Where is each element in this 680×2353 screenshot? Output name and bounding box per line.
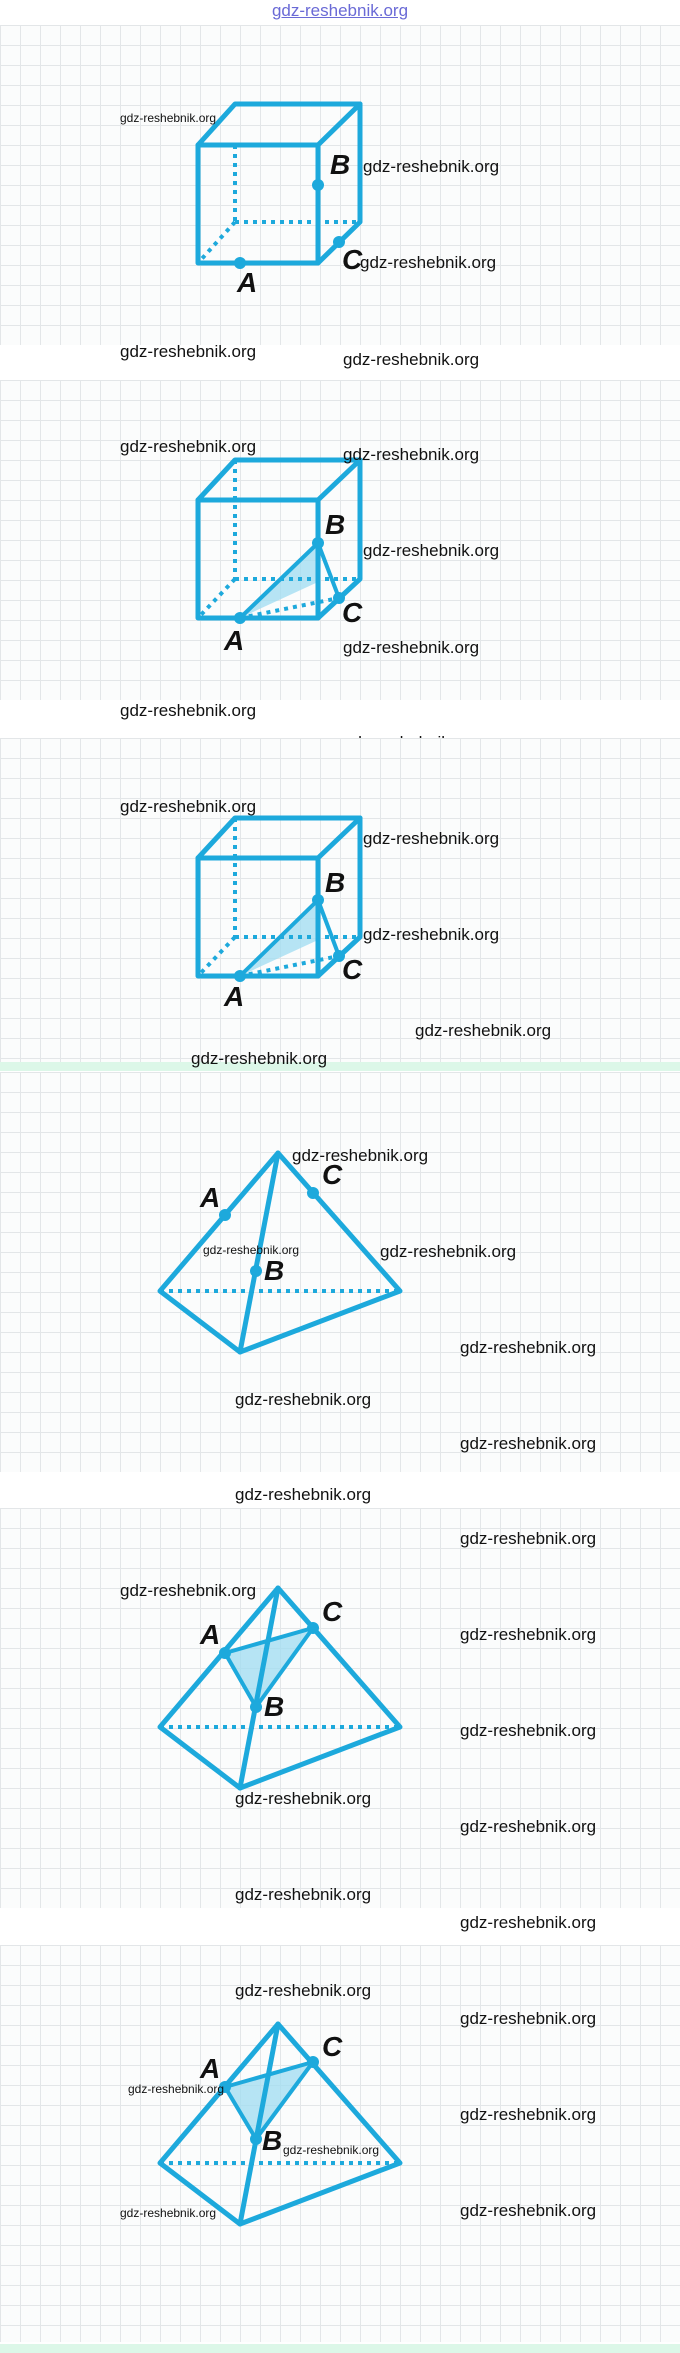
point-b-label: B bbox=[262, 2125, 283, 2156]
watermark: gdz-reshebnik.org bbox=[191, 1049, 328, 1068]
watermark: gdz-reshebnik.org bbox=[363, 925, 500, 944]
watermark: gdz-reshebnik.org bbox=[203, 1243, 300, 1257]
point-c-marker bbox=[307, 2056, 319, 2068]
point-a-marker bbox=[219, 1647, 231, 1659]
visible-edges bbox=[160, 1588, 400, 1788]
watermark: gdz-reshebnik.org bbox=[460, 2009, 597, 2028]
watermark: gdz-reshebnik.org bbox=[460, 1529, 597, 1548]
point-b-label: B bbox=[264, 1255, 285, 1286]
point-c-marker bbox=[307, 1187, 319, 1199]
watermark: gdz-reshebnik.org bbox=[120, 342, 257, 361]
site-title-link[interactable]: gdz-reshebnik.org bbox=[271, 1, 409, 20]
point-b-marker bbox=[250, 2133, 262, 2145]
watermark: gdz-reshebnik.org bbox=[235, 1981, 372, 2000]
point-b-label: B bbox=[264, 1691, 285, 1722]
point-b-marker bbox=[312, 179, 324, 191]
watermark: gdz-reshebnik.org bbox=[128, 2082, 225, 2096]
watermark: gdz-reshebnik.org bbox=[283, 2143, 380, 2157]
watermark: gdz-reshebnik.org bbox=[460, 1721, 597, 1740]
tetrahedron-figure-4 bbox=[0, 1072, 680, 1472]
point-a-marker bbox=[234, 612, 246, 624]
watermark: gdz-reshebnik.org bbox=[363, 157, 500, 176]
watermark: gdz-reshebnik.org bbox=[120, 797, 257, 816]
point-a-label: A bbox=[224, 981, 245, 1012]
section-divider bbox=[0, 2344, 680, 2353]
watermark: gdz-reshebnik.org bbox=[343, 445, 480, 464]
watermark: gdz-reshebnik.org bbox=[460, 1338, 597, 1357]
watermark: gdz-reshebnik.org bbox=[360, 253, 497, 272]
point-a-label: A bbox=[200, 2053, 221, 2084]
watermark: gdz-reshebnik.org bbox=[120, 1581, 257, 1600]
watermark: gdz-reshebnik.org bbox=[235, 1390, 372, 1409]
watermark: gdz-reshebnik.org bbox=[363, 541, 500, 560]
point-a-marker bbox=[219, 1209, 231, 1221]
watermark: gdz-reshebnik.org bbox=[415, 1021, 552, 1040]
watermark: gdz-reshebnik.org bbox=[460, 2105, 597, 2124]
cube-figure-1 bbox=[0, 25, 680, 345]
point-b-marker bbox=[312, 894, 324, 906]
watermark: gdz-reshebnik.org bbox=[292, 1146, 429, 1165]
point-c-label: C bbox=[322, 2031, 343, 2062]
watermark: gdz-reshebnik.org bbox=[343, 350, 480, 369]
watermark: gdz-reshebnik.org bbox=[460, 1817, 597, 1836]
watermark: gdz-reshebnik.org bbox=[343, 638, 480, 657]
watermark: gdz-reshebnik.org bbox=[460, 2201, 597, 2220]
point-c-marker bbox=[307, 1622, 319, 1634]
tetrahedron-figure-5 bbox=[0, 1508, 680, 1908]
point-a-label: A bbox=[200, 1619, 221, 1650]
point-b-label: B bbox=[330, 149, 351, 180]
point-c-label: C bbox=[322, 1596, 343, 1627]
watermark: gdz-reshebnik.org bbox=[363, 829, 500, 848]
watermark: gdz-reshebnik.org bbox=[120, 701, 257, 720]
watermark: gdz-reshebnik.org bbox=[120, 2206, 217, 2220]
point-b-marker bbox=[312, 537, 324, 549]
watermark: gdz-reshebnik.org bbox=[235, 1485, 372, 1504]
point-c-label: C bbox=[342, 244, 363, 275]
watermark: gdz-reshebnik.org bbox=[120, 111, 217, 125]
point-b-marker bbox=[250, 1265, 262, 1277]
point-c-label: C bbox=[342, 597, 363, 628]
point-a-label: A bbox=[200, 1182, 221, 1213]
point-c-label: C bbox=[342, 954, 363, 985]
watermark: gdz-reshebnik.org bbox=[380, 1242, 517, 1261]
watermark: gdz-reshebnik.org bbox=[120, 437, 257, 456]
point-b-label: B bbox=[325, 867, 346, 898]
point-a-label: A bbox=[237, 267, 258, 298]
watermark: gdz-reshebnik.org bbox=[460, 1913, 597, 1932]
watermark: gdz-reshebnik.org bbox=[235, 1885, 372, 1904]
point-b-marker bbox=[250, 1701, 262, 1713]
watermark: gdz-reshebnik.org bbox=[460, 1625, 597, 1644]
cube-figure-2 bbox=[0, 380, 680, 700]
visible-edges bbox=[160, 2024, 400, 2224]
section-divider bbox=[0, 1062, 680, 1071]
watermark: gdz-reshebnik.org bbox=[235, 1789, 372, 1808]
point-c-label: C bbox=[322, 1159, 343, 1190]
point-b-label: B bbox=[325, 509, 346, 540]
cube-figure-3 bbox=[0, 738, 680, 1058]
watermark: gdz-reshebnik.org bbox=[460, 1434, 597, 1453]
point-a-label: A bbox=[224, 625, 245, 656]
